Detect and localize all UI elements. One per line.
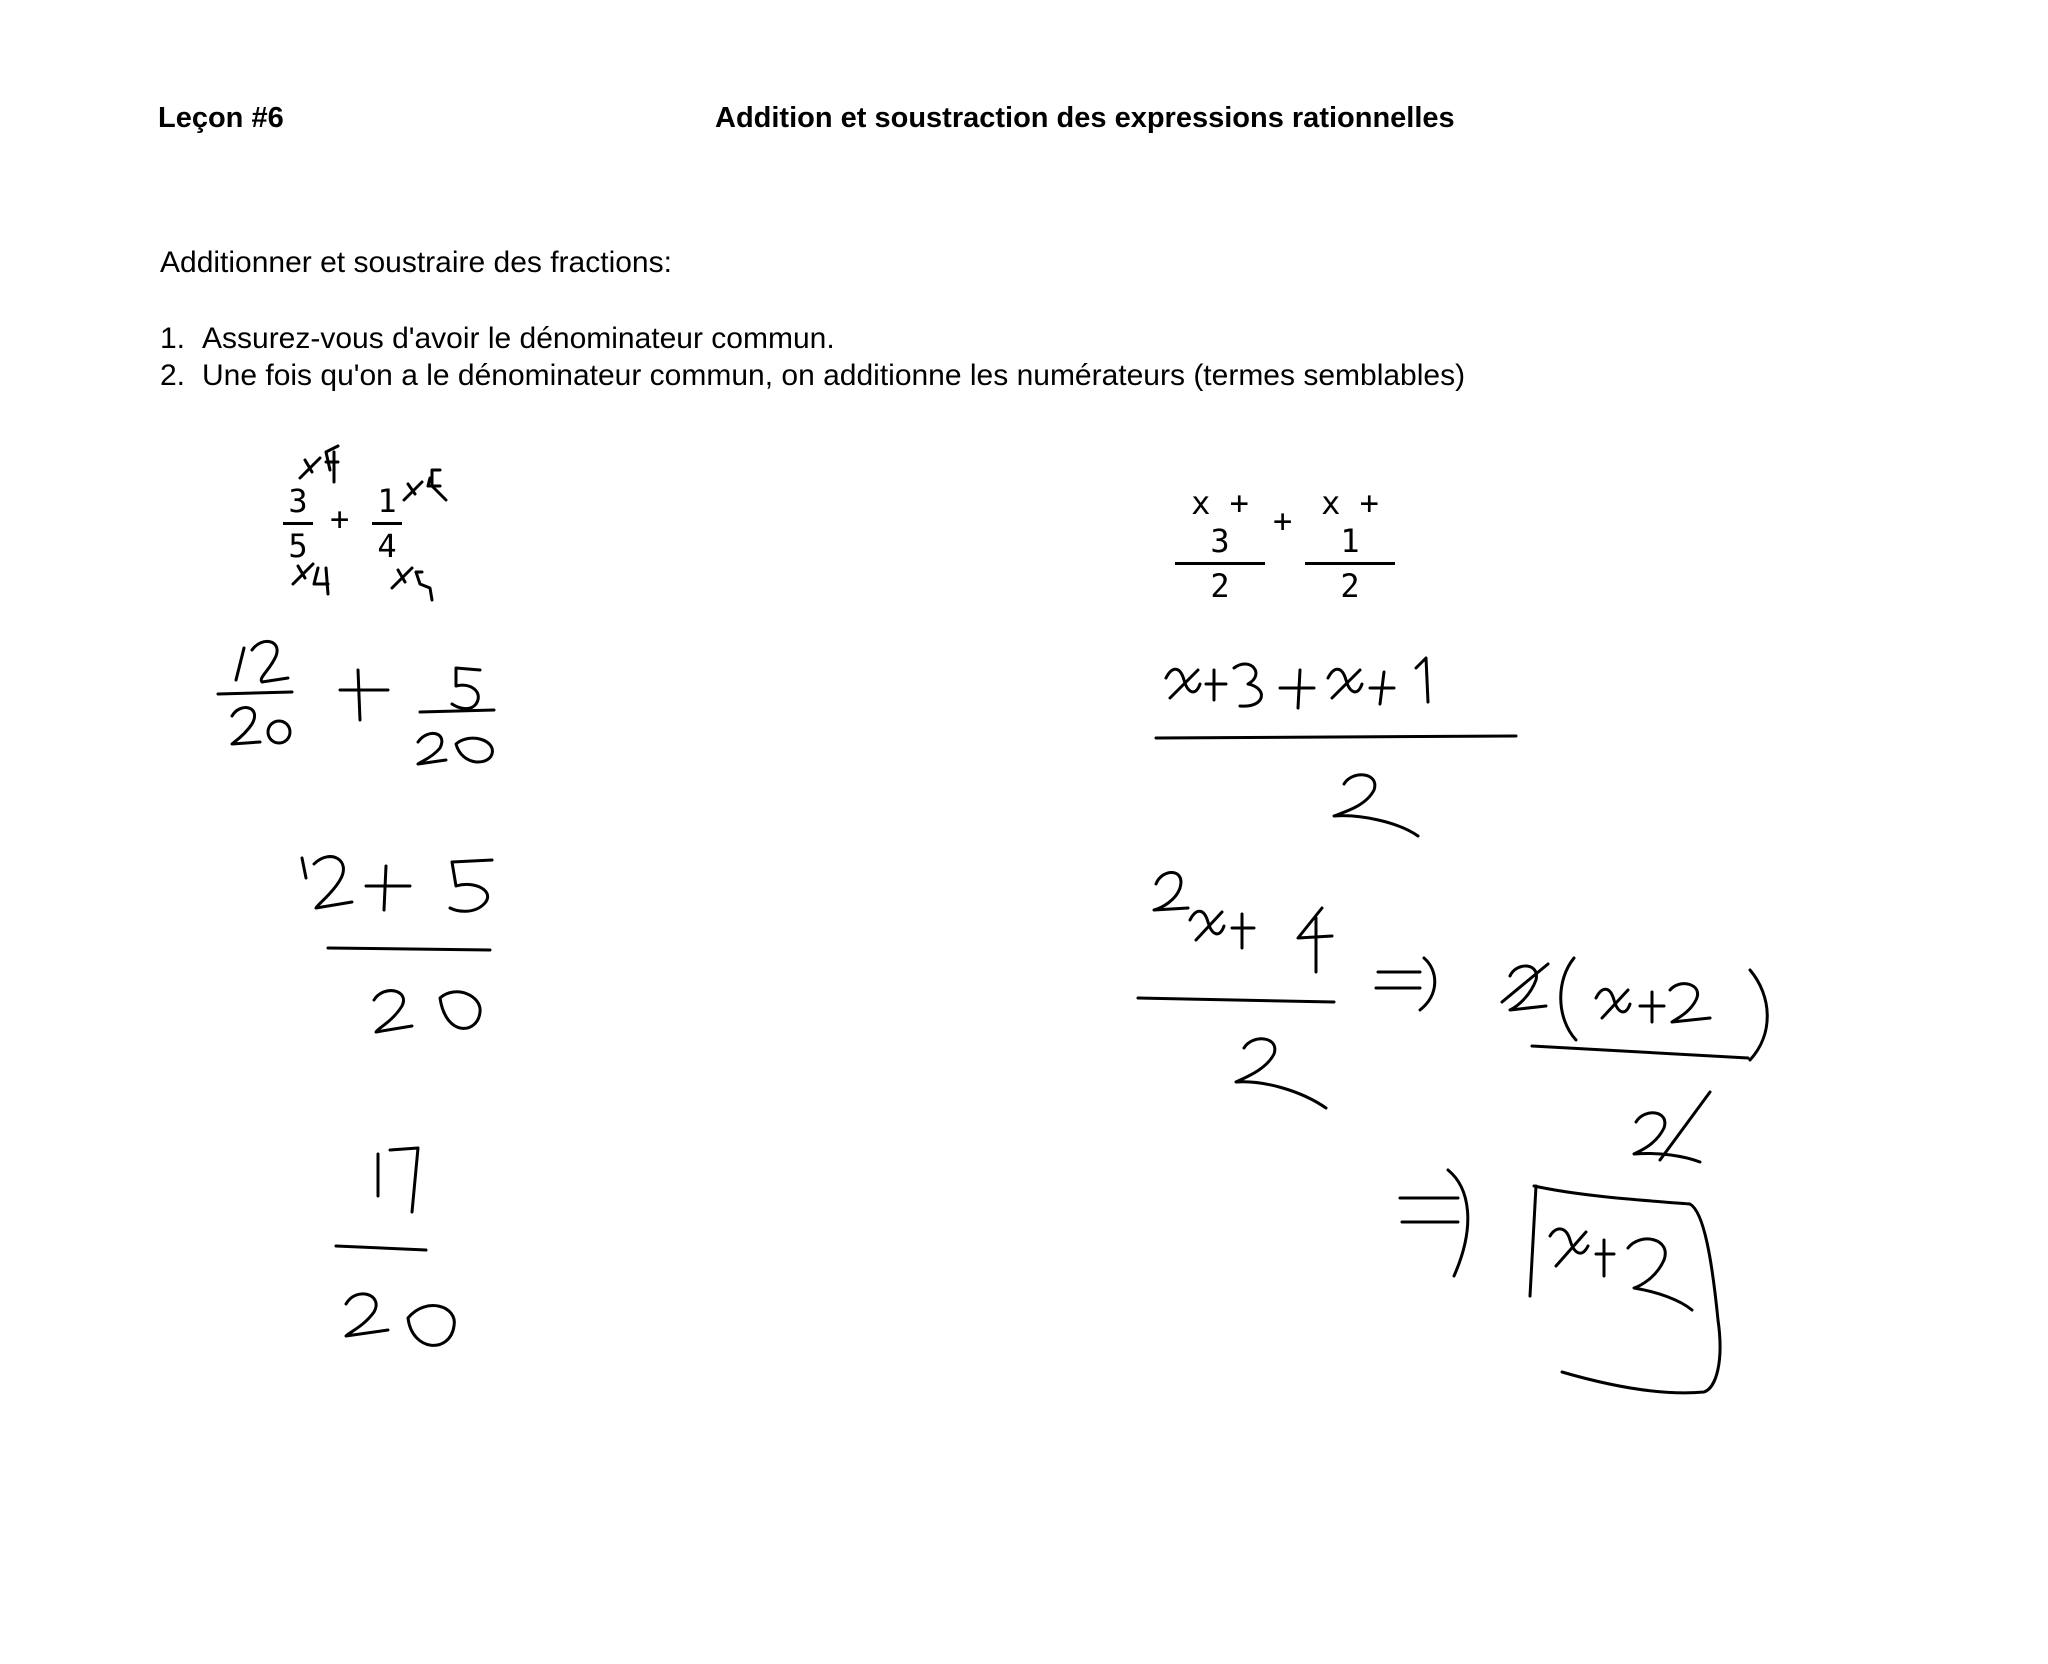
lesson-title: Addition et soustraction des expressions rationnelles xyxy=(715,102,1455,134)
handwritten-step-2 xyxy=(302,857,492,1032)
handwritten-step-1 xyxy=(218,641,494,764)
handwritten-step-right-2 xyxy=(1138,872,1767,1162)
fraction-numerator: 3 xyxy=(288,482,308,520)
lesson-number: Leçon #6 xyxy=(158,102,284,134)
handwritten-step-right-1 xyxy=(1156,658,1516,836)
fraction-denominator: 5 xyxy=(288,527,308,565)
right-plus-operator: + xyxy=(1273,502,1293,540)
handwritten-final-answer xyxy=(1400,1170,1720,1393)
fraction-denominator: 2 xyxy=(1210,567,1230,605)
step-text: Assurez-vous d'avoir le dénominateur commun. xyxy=(202,322,835,355)
handwritten-result-left xyxy=(336,1148,454,1345)
multiplier-marks xyxy=(293,446,446,600)
fraction-denominator: 4 xyxy=(377,527,397,565)
fraction-numerator: x + 3 xyxy=(1191,484,1249,560)
intro-text: Additionner et soustraire des fractions: xyxy=(160,246,672,279)
fraction-numerator: 1 xyxy=(377,482,397,520)
step-number: 1. xyxy=(160,322,186,355)
fraction-denominator: 2 xyxy=(1340,567,1360,605)
left-plus-operator: + xyxy=(330,500,350,538)
step-text: Une fois qu'on a le dénominateur commun, on additionne les numérateurs (termes semblables) xyxy=(202,359,1466,392)
fraction-numerator: x + 1 xyxy=(1321,484,1379,560)
step-number: 2. xyxy=(160,359,186,392)
